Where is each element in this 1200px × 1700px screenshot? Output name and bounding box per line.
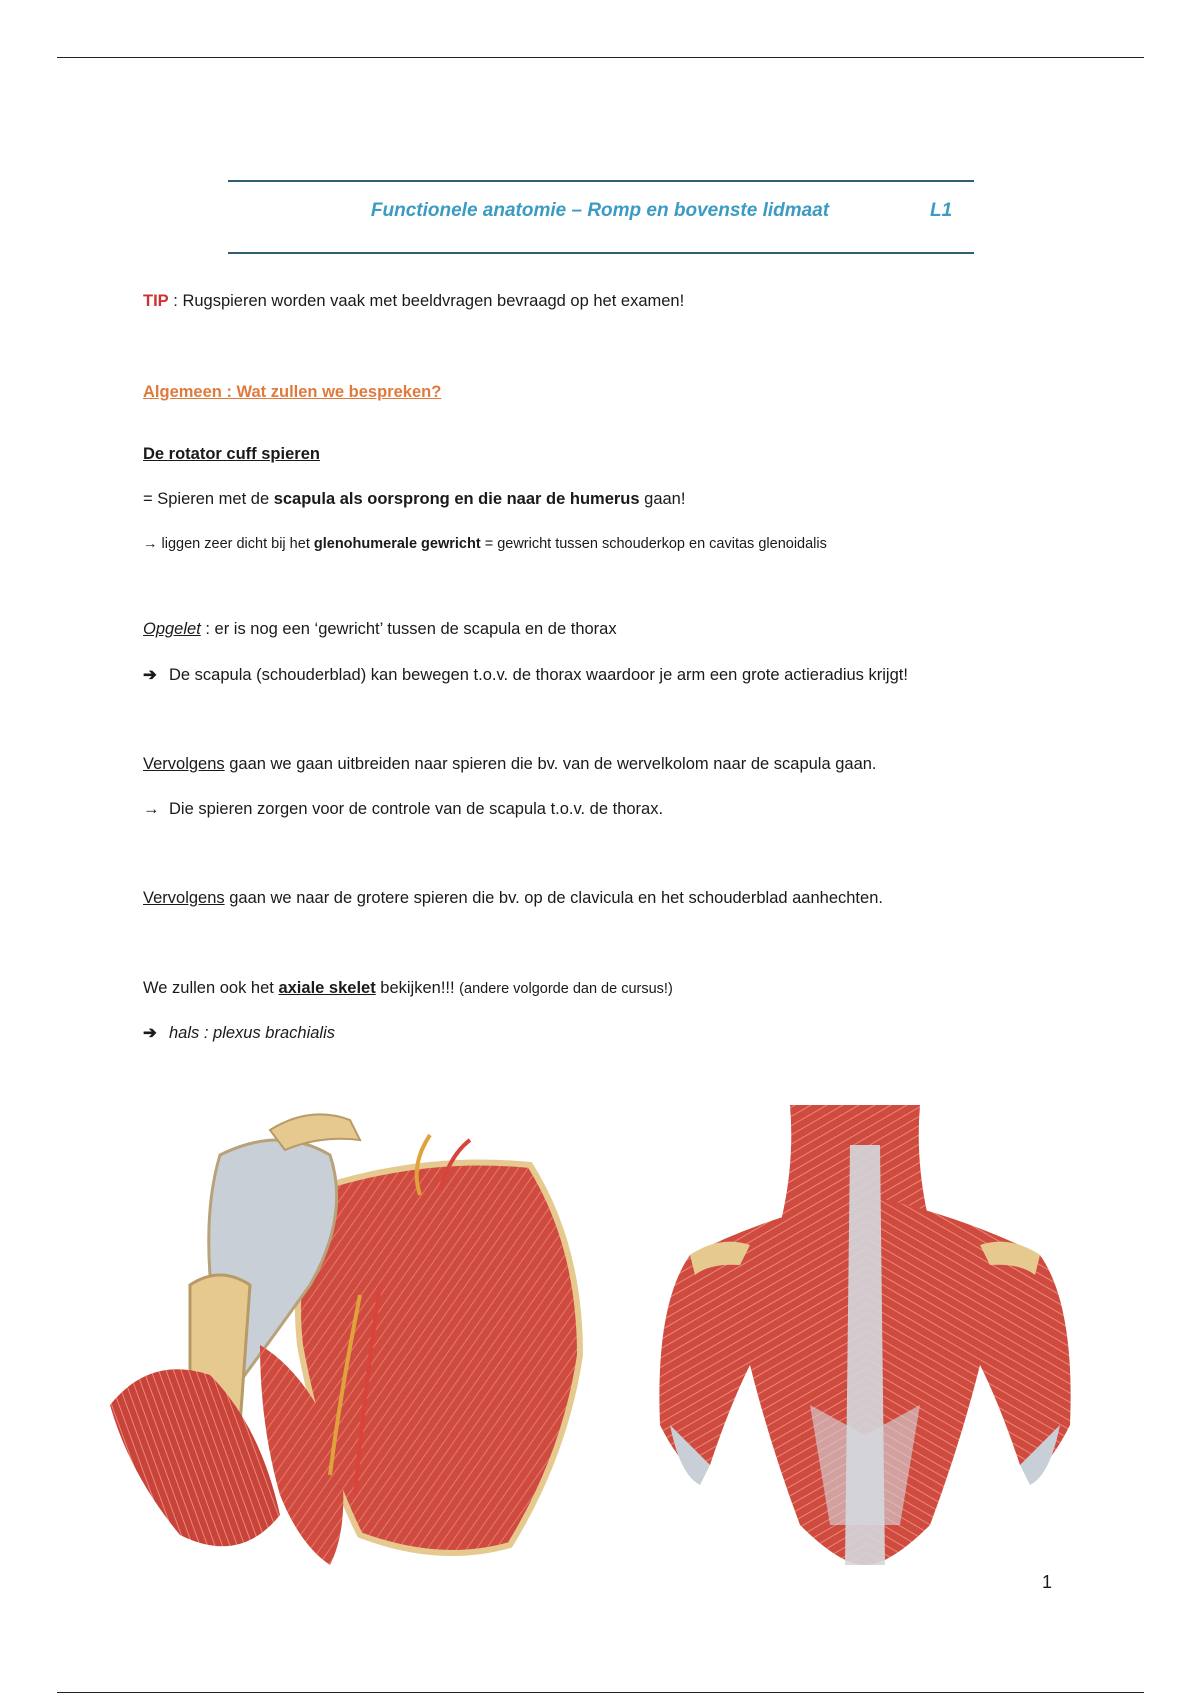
axiaal-bold: axiale skelet [278,979,376,997]
page-bottom-rule [57,1692,1144,1693]
arrow-icon: → [143,536,158,552]
rotator-note-prefix: liggen zeer dicht bij het [157,536,314,552]
section-heading: Algemeen : Wat zullen we bespreken? [143,383,442,401]
axiaal-line [143,977,673,1000]
page-top-rule [57,57,1144,58]
header-top-rule [228,180,974,182]
rotator-def-prefix: = Spieren met de [143,490,274,508]
page-number: 1 [1042,1572,1053,1592]
vervolgens-line-2 [143,887,883,909]
rotator-note [143,533,827,555]
rotator-definition [143,488,685,510]
axiaal-arrow-line [143,1022,335,1044]
arrow-icon: → [143,800,160,818]
vervolgens-text: gaan we naar de grotere spieren die bv. op de clavicula en het schouderblad aanhechten. [224,889,883,907]
tip-label: TIP [143,292,169,310]
axiaal-arrow-text: hals : plexus brachialis [169,1024,335,1042]
tip-text: Rugspieren worden vaak met beeldvragen bevraagd op het examen! [182,292,685,310]
opgelet-label: Opgelet [143,620,201,638]
rotator-def-suffix: gaan! [639,490,686,508]
opgelet-text: : er is nog een ‘gewricht’ tussen de scapula en de thorax [200,620,617,638]
rotator-note-bold: glenohumerale gewricht [313,536,481,552]
document-title: Functionele anatomie – Romp en bovenste lidmaat [370,200,830,221]
arrow-icon: ➔ [143,666,157,684]
arrow-icon: ➔ [143,1024,157,1042]
opgelet-arrow-text: De scapula (schouderblad) kan bewegen t.o.v. de thorax waardoor je arm een grote actieradius krijgt! [169,666,908,684]
vervolgens-arrow-line [143,798,663,820]
rotator-def-bold: scapula als oorsprong en die naar de humerus [273,490,640,508]
axiaal-small-note: (andere volgorde dan de cursus!) [459,981,673,997]
shoulder-anatomy-illustration [110,1095,600,1575]
tip-separator: : [168,292,183,310]
axiaal-suffix: bekijken!!! [375,979,460,997]
tip-line [143,290,684,312]
opgelet-line [143,618,617,640]
lesson-code: L1 [930,200,953,221]
rotator-heading: De rotator cuff spieren [143,445,320,463]
vervolgens-label: Vervolgens [143,889,225,907]
axiaal-prefix: We zullen ook het [143,979,279,997]
vervolgens-line-1 [143,753,877,775]
rotator-note-suffix: = gewricht tussen schouderkop en cavitas glenoidalis [480,536,827,552]
header-bottom-rule [228,252,974,254]
opgelet-arrow-line [143,664,908,686]
vervolgens-text: gaan we gaan uitbreiden naar spieren die bv. van de wervelkolom naar de scapula gaan. [224,755,877,773]
back-muscles-illustration [650,1105,1080,1570]
vervolgens-label: Vervolgens [143,755,225,773]
vervolgens-arrow-text: Die spieren zorgen voor de controle van de scapula t.o.v. de thorax. [169,800,664,818]
